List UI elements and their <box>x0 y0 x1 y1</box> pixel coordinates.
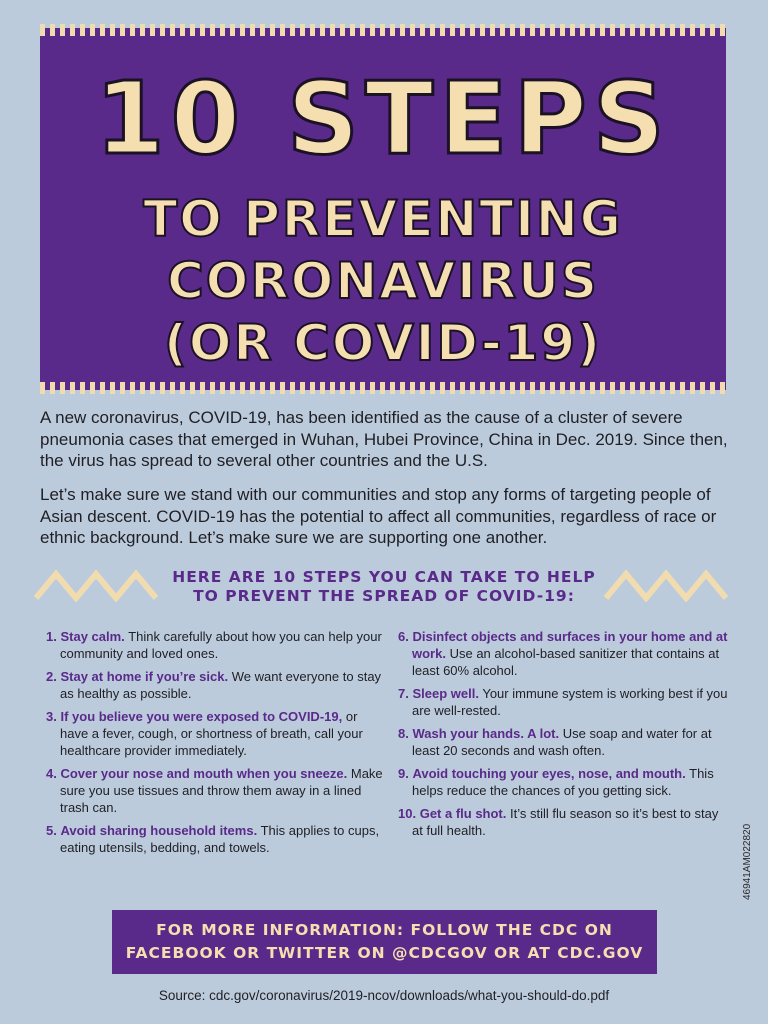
step-text: Make sure you use tissues and throw them away in a lined trash can. <box>60 766 383 815</box>
step-lead: Avoid touching your eyes, nose, and mouth. <box>412 766 686 781</box>
step-text: It’s still flu season so it’s best to stay at full health. <box>412 806 719 838</box>
banner-fringe-top <box>40 24 726 36</box>
steps-heading-line-2: TO PREVENT THE SPREAD OF COVID-19: <box>193 587 575 605</box>
step-lead: Wash your hands. A lot. <box>412 726 560 741</box>
step-item <box>46 822 386 856</box>
intro-paragraph-1: A new coronavirus, COVID-19, has been identified as the cause of a cluster of severe pneumonia cases that emerged in Wuhan, Hubei Province, China in Dec. 2019. Since then, the virus has spread to several other countries and the U.S. <box>40 408 728 470</box>
step-number: 7. <box>398 686 409 701</box>
step-lead: Stay calm. <box>60 629 125 644</box>
step-number: 2. <box>46 669 57 684</box>
step-number: 9. <box>398 766 409 781</box>
step-item <box>46 708 386 759</box>
step-number: 8. <box>398 726 409 741</box>
step-item <box>398 805 728 839</box>
step-item <box>398 725 728 759</box>
step-lead: Avoid sharing household items. <box>60 823 258 838</box>
step-text: Think carefully about how you can help your community and loved ones. <box>60 629 382 661</box>
step-lead: Stay at home if you’re sick. <box>60 669 229 684</box>
step-item <box>398 765 728 799</box>
title-line-2: TO PREVENTING <box>143 190 623 248</box>
step-number: 5. <box>46 823 57 838</box>
step-text: Use soap and water for at least 20 seconds and wash often. <box>412 726 712 758</box>
title-line-3: CORONAVIRUS <box>167 252 599 310</box>
step-text: This applies to cups, eating utensils, bedding, and towels. <box>60 823 380 855</box>
step-number: 1. <box>46 629 57 644</box>
title-main: 10 STEPS <box>95 60 671 177</box>
step-text: This helps reduce the chances of you getting sick. <box>412 766 714 798</box>
step-text: Use an alcohol-based sanitizer that contains at least 60% alcohol. <box>412 646 720 678</box>
step-item <box>46 765 386 816</box>
more-info-banner <box>112 910 657 974</box>
step-number: 10. <box>398 806 417 821</box>
steps-list-left <box>46 628 386 862</box>
step-text: Your immune system is working best if you are well-rested. <box>412 686 728 718</box>
document-code: 46941AM022820 <box>742 823 753 900</box>
step-lead: Cover your nose and mouth when you sneeze. <box>60 766 348 781</box>
step-item <box>46 628 386 662</box>
source-citation: Source: cdc.gov/coronavirus/2019-ncov/downloads/what-you-should-do.pdf <box>158 988 610 1003</box>
step-number: 6. <box>398 629 409 644</box>
title-banner <box>40 28 726 390</box>
banner-fringe-bottom <box>40 382 726 394</box>
step-text: or have a fever, cough, or shortness of breath, call your healthcare provider immediately. <box>60 709 363 758</box>
step-lead: Sleep well. <box>412 686 479 701</box>
steps-list-right <box>398 628 728 845</box>
step-number: 4. <box>46 766 57 781</box>
intro-paragraph-2: Let’s make sure we stand with our communities and stop any forms of targeting people of Asian descent. COVID-19 has the potential to affect all communities, regardless of race or ethnic background. Let’s make sure we are supporting one another. <box>40 485 717 547</box>
step-item <box>46 668 386 702</box>
step-number: 3. <box>46 709 57 724</box>
more-info-line-2: FACEBOOK OR TWITTER ON @CDCGOV OR AT CDC.GOV <box>125 944 644 962</box>
steps-heading <box>140 568 628 606</box>
step-lead: Disinfect objects and surfaces in your home and at work. <box>412 629 728 661</box>
step-text: We want everyone to stay as healthy as possible. <box>60 669 382 701</box>
step-item <box>398 685 728 719</box>
steps-heading-line-1: HERE ARE 10 STEPS YOU CAN TAKE TO HELP <box>172 568 596 586</box>
step-lead: Get a flu shot. <box>419 806 507 821</box>
title-line-4: (OR COVID-19) <box>163 314 603 372</box>
step-item <box>398 628 728 679</box>
step-lead: If you believe you were exposed to COVID-19, <box>60 709 343 724</box>
more-info-line-1: FOR MORE INFORMATION: FOLLOW THE CDC ON <box>156 921 613 939</box>
